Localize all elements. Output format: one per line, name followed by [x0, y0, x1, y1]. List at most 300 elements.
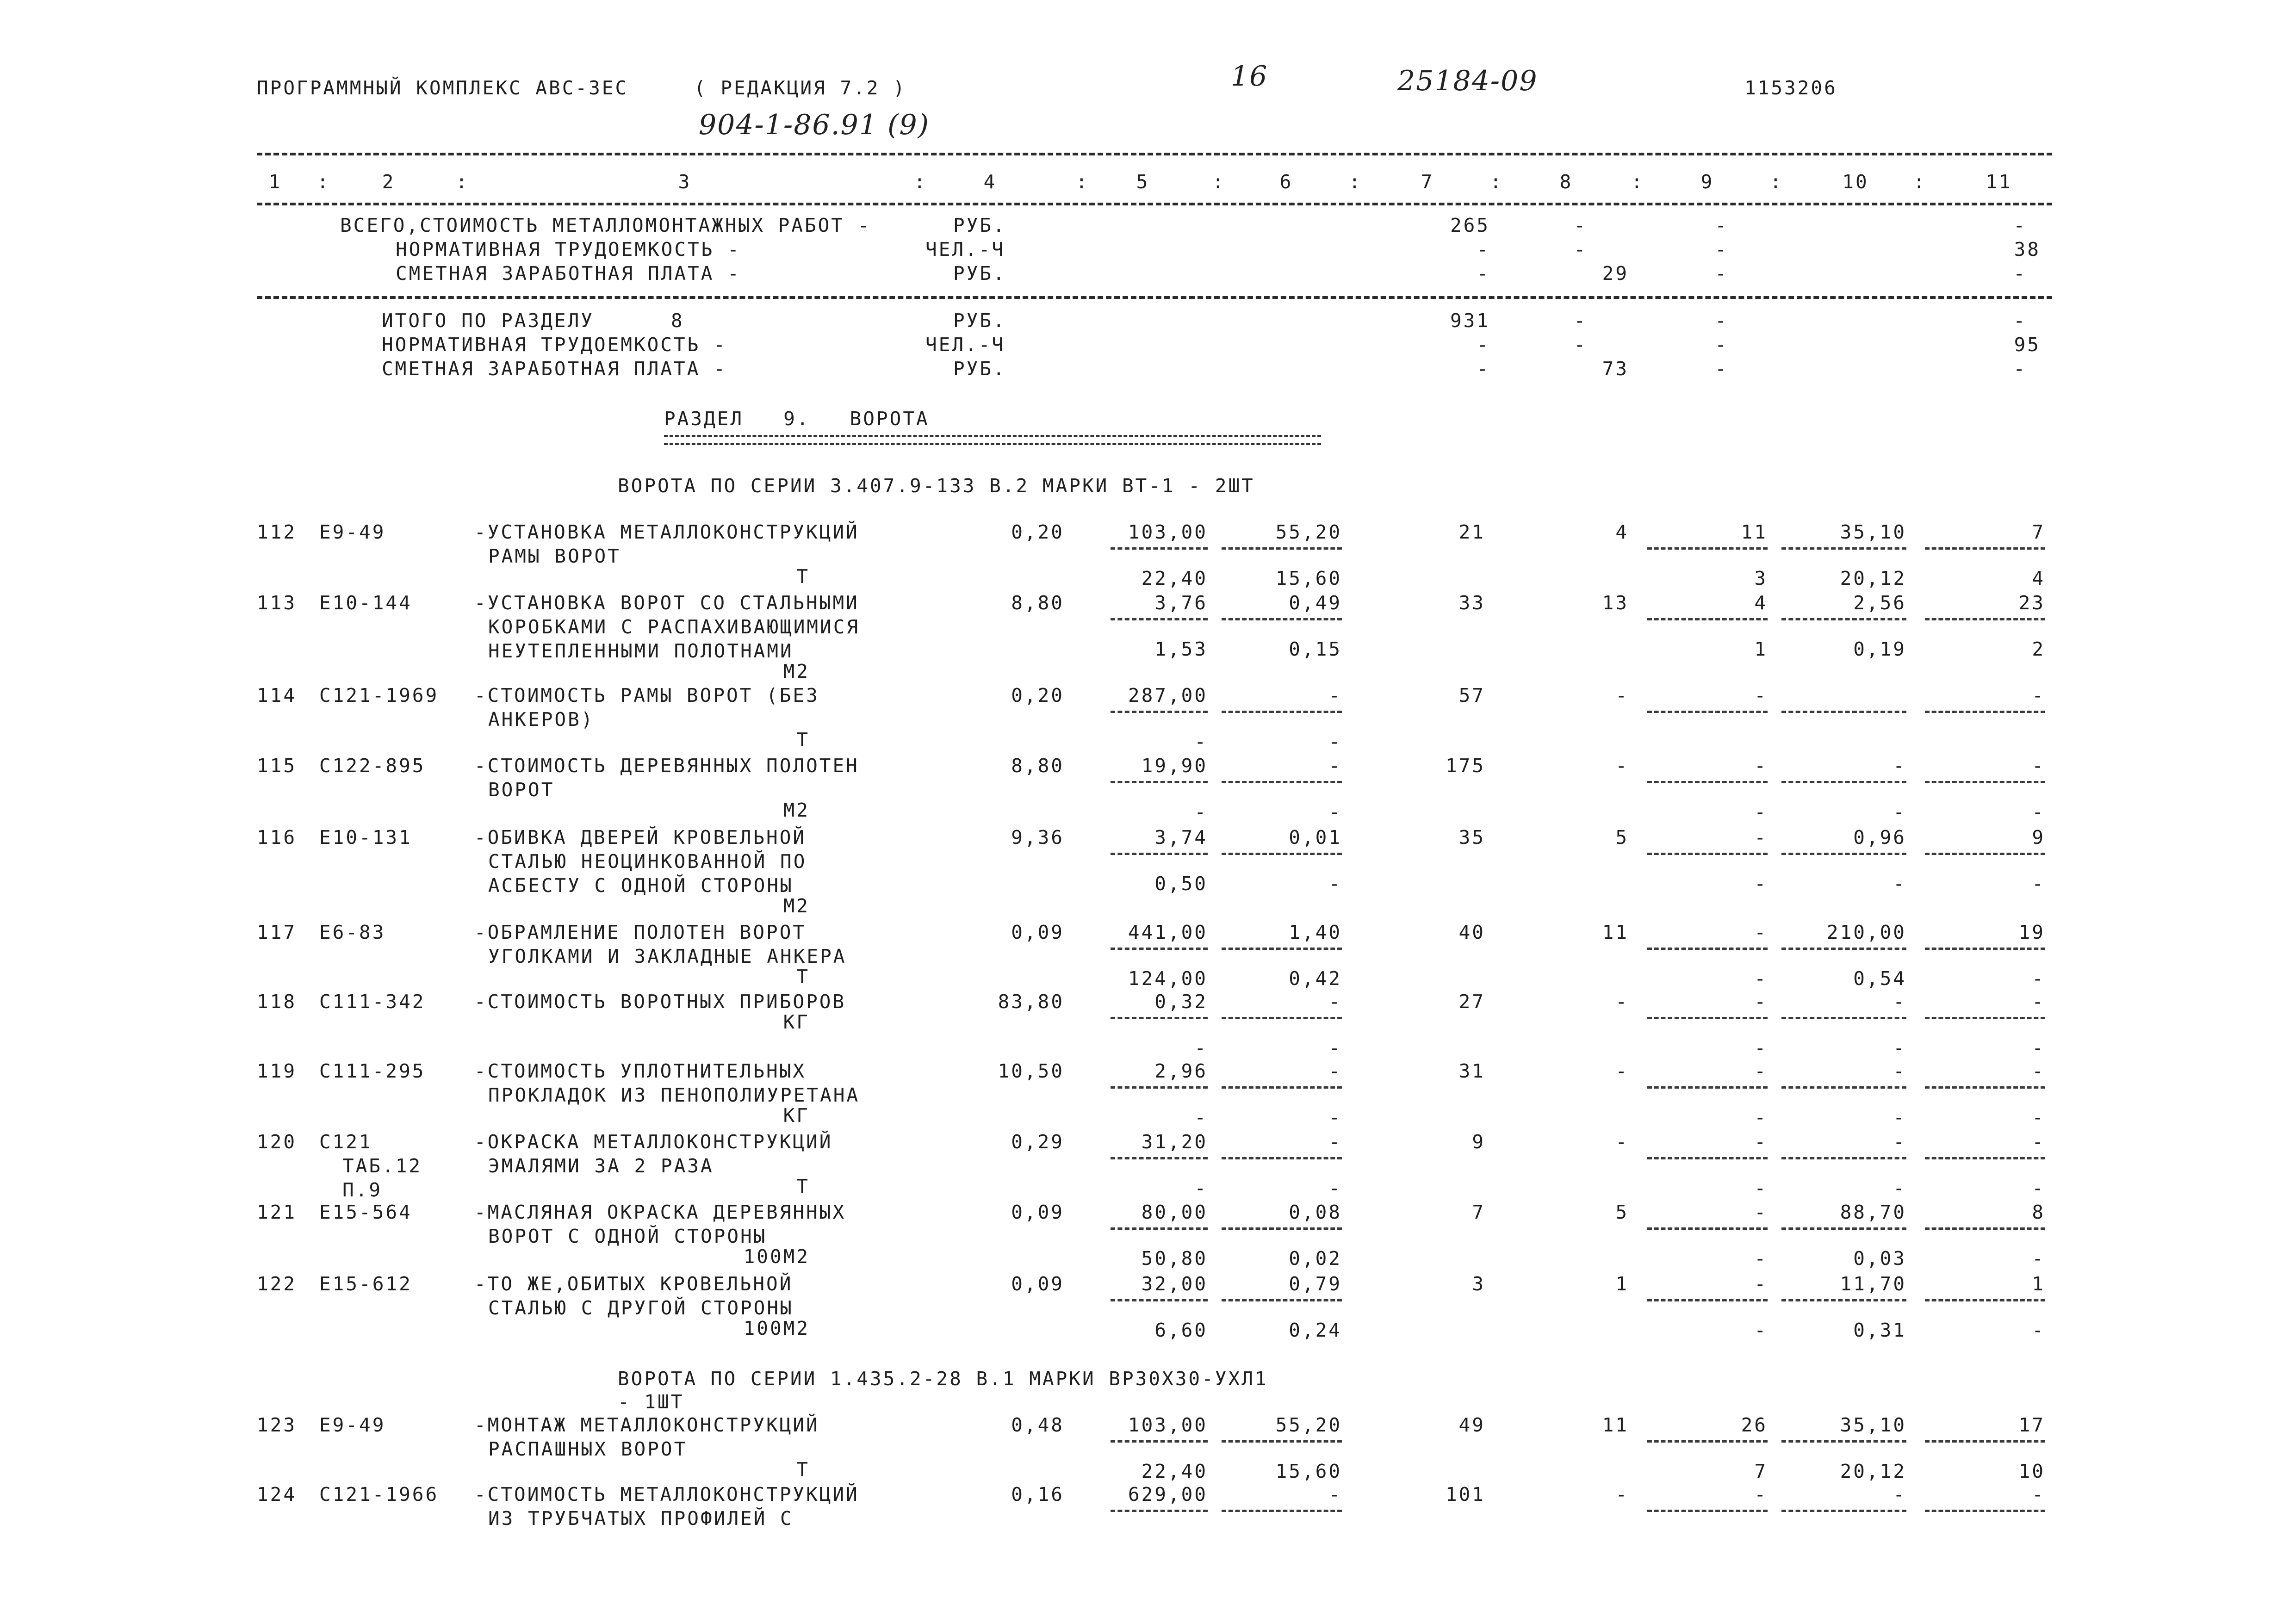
item-c8: -	[1615, 1060, 1629, 1082]
item-c5: 441,00	[1128, 921, 1208, 943]
col-4: 4	[983, 171, 997, 193]
item-description: -ОКРАСКА МЕТАЛЛОКОНСТРУКЦИЙ	[474, 1131, 833, 1153]
item-c5: 31,20	[1141, 1131, 1208, 1153]
item-qty: 8,80	[1011, 755, 1064, 777]
item-unit: Т	[796, 565, 810, 588]
item-c10: -	[1893, 1131, 1906, 1153]
item-c11-secondary: -	[2032, 873, 2045, 895]
item-unit: КГ	[783, 1104, 810, 1127]
summary-unit: РУБ.	[953, 214, 1006, 236]
item-description: СТАЛЬЮ НЕОЦИНКОВАННОЙ ПО	[488, 850, 807, 873]
item-qty: 0,09	[1011, 1201, 1064, 1223]
item-description: -МОНТАЖ МЕТАЛЛОКОНСТРУКЦИЙ	[474, 1414, 819, 1436]
value-rule	[1925, 547, 2045, 550]
item-description: ЭМАЛЯМИ ЗА 2 РАЗА	[488, 1155, 714, 1177]
item-qty: 0,09	[1011, 921, 1064, 943]
item-c8: 13	[1602, 592, 1629, 614]
value-rule	[1111, 711, 1208, 713]
item-unit: М2	[783, 895, 810, 917]
value-rule	[1781, 781, 1906, 783]
item-description: -МАСЛЯНАЯ ОКРАСКА ДЕРЕВЯННЫХ	[474, 1201, 846, 1223]
item-code: Е6-83	[319, 921, 386, 943]
item-c5-secondary: 22,40	[1141, 1460, 1208, 1482]
item-c6-secondary: -	[1328, 731, 1342, 753]
summary-label: НОРМАТИВНАЯ ТРУДОЕМКОСТЬ -	[396, 238, 741, 260]
value-rule	[1647, 1299, 1768, 1301]
item-c6-secondary: 0,15	[1289, 638, 1342, 660]
value-rule	[1222, 781, 1342, 783]
item-c5: 32,00	[1141, 1273, 1208, 1295]
item-c6: -	[1328, 1483, 1342, 1505]
summary-c9: -	[1715, 214, 1728, 236]
value-rule	[1781, 1440, 1906, 1443]
summary-c8: -	[1574, 310, 1587, 332]
item-c5-secondary: -	[1194, 731, 1208, 753]
value-rule	[1781, 547, 1906, 550]
item-c8: 11	[1602, 1414, 1629, 1436]
section-subtitle-count: - 1ШТ	[618, 1391, 684, 1413]
item-c11: -	[2032, 755, 2045, 777]
item-c9-secondary: 1	[1754, 638, 1768, 660]
item-c5: 103,00	[1128, 1414, 1208, 1436]
value-rule	[1647, 1157, 1768, 1159]
value-rule	[1925, 618, 2045, 620]
item-c11-secondary: -	[2032, 1106, 2045, 1128]
summary-c7: -	[1477, 262, 1490, 285]
section-title: РАЗДЕЛ 9. ВОРОТА	[664, 408, 930, 430]
summary-unit: РУБ.	[953, 358, 1006, 380]
summary-c11: 38	[2014, 238, 2041, 260]
item-c7: 21	[1458, 521, 1485, 543]
value-rule	[1781, 948, 1906, 950]
item-c9: -	[1754, 1131, 1768, 1153]
value-rule	[1647, 547, 1768, 550]
item-c10-secondary: -	[1893, 1177, 1906, 1199]
item-c9-secondary: -	[1754, 1037, 1768, 1059]
item-description: -СТОИМОСТЬ ДЕРЕВЯННЫХ ПОЛОТЕН	[474, 755, 859, 777]
value-rule	[1222, 1299, 1342, 1301]
item-c9: -	[1754, 826, 1768, 849]
item-number: 112	[257, 521, 297, 543]
value-rule	[1111, 1086, 1208, 1089]
summary-c7: 931	[1450, 310, 1490, 332]
item-c5: 287,00	[1128, 684, 1208, 706]
value-rule	[1222, 1227, 1342, 1230]
value-rule	[1925, 1157, 2045, 1159]
item-c9: -	[1754, 1201, 1768, 1223]
item-c10-secondary: -	[1893, 1037, 1906, 1059]
value-rule	[1781, 711, 1906, 713]
item-c11: 23	[2018, 592, 2045, 614]
item-c10: -	[1893, 1060, 1906, 1082]
col-3: 3	[678, 171, 692, 193]
item-unit: Т	[796, 729, 810, 751]
item-c10-secondary: 0,31	[1853, 1319, 1906, 1341]
item-description: -ОБИВКА ДВЕРЕЙ КРОВЕЛЬНОЙ	[474, 826, 807, 849]
item-c10: 0,96	[1853, 826, 1906, 849]
item-c5-secondary: -	[1194, 801, 1208, 823]
section-subtitle: ВОРОТА ПО СЕРИИ 1.435.2-28 В.1 МАРКИ ВР30Х30-УХЛ1	[618, 1368, 1268, 1390]
value-rule	[1781, 1227, 1906, 1230]
value-rule	[1222, 853, 1342, 855]
item-c5-secondary: 6,60	[1154, 1319, 1208, 1341]
item-description: НЕУТЕПЛЕННЫМИ ПОЛОТНАМИ	[488, 640, 794, 662]
item-c6: 0,49	[1289, 592, 1342, 614]
value-rule	[1647, 1017, 1768, 1019]
summary-unit: ЧЕЛ.-Ч	[925, 334, 1005, 356]
item-c6: 55,20	[1275, 521, 1342, 543]
item-c7: 3	[1472, 1273, 1485, 1295]
item-c9-secondary: -	[1754, 873, 1768, 895]
item-qty: 0,20	[1011, 684, 1064, 706]
value-rule	[1781, 1157, 1906, 1159]
value-rule	[1925, 781, 2045, 783]
item-c5: 2,96	[1154, 1060, 1208, 1082]
item-c6: 55,20	[1275, 1414, 1342, 1436]
section-subtitle: ВОРОТА ПО СЕРИИ 3.407.9-133 В.2 МАРКИ ВТ-1 - 2ШТ	[618, 475, 1255, 497]
summary-unit: РУБ.	[953, 262, 1006, 285]
item-c6: -	[1328, 684, 1342, 706]
item-c11: 7	[2032, 521, 2045, 543]
col-sep: :	[1076, 171, 1089, 193]
item-number: 118	[257, 991, 297, 1013]
item-c6-secondary: 0,02	[1289, 1247, 1342, 1270]
item-description: КОРОБКАМИ С РАСПАХИВАЮЩИМИСЯ	[488, 616, 860, 638]
column-rule	[257, 203, 2052, 205]
item-qty: 0,09	[1011, 1273, 1064, 1295]
summary-c7: -	[1477, 238, 1490, 260]
item-c5: 3,76	[1154, 592, 1208, 614]
value-rule	[1222, 948, 1342, 950]
item-description: АСБЕСТУ С ОДНОЙ СТОРОНЫ	[488, 874, 794, 897]
item-description: -СТОИМОСТЬ МЕТАЛЛОКОНСТРУКЦИЙ	[474, 1483, 859, 1505]
project-code: 904-1-86.91 (9)	[699, 109, 930, 141]
value-rule	[1781, 1299, 1906, 1301]
item-c10: 11,70	[1840, 1273, 1906, 1295]
item-code: Е15-612	[319, 1273, 412, 1295]
value-rule	[1111, 948, 1208, 950]
item-number: 115	[257, 755, 297, 777]
item-c8: -	[1615, 1483, 1629, 1505]
summary-c9: -	[1715, 310, 1728, 332]
item-c7: 35	[1458, 826, 1485, 849]
item-c7: 49	[1458, 1414, 1485, 1436]
item-c9: 11	[1741, 521, 1768, 543]
value-rule	[1222, 711, 1342, 713]
item-c6-secondary: 0,42	[1289, 967, 1342, 990]
item-description: ИЗ ТРУБЧАТЫХ ПРОФИЛЕЙ С	[488, 1507, 794, 1530]
col-8: 8	[1559, 171, 1573, 193]
value-rule	[1222, 1510, 1342, 1512]
value-rule	[1781, 618, 1906, 620]
summary-c8: 29	[1602, 262, 1629, 285]
item-code: С121-1969	[319, 684, 439, 706]
item-c5-secondary: 22,40	[1141, 567, 1208, 589]
value-rule	[1111, 1227, 1208, 1230]
item-c5-secondary: 50,80	[1141, 1247, 1208, 1270]
item-c9: -	[1754, 684, 1768, 706]
item-c11-secondary: -	[2032, 1319, 2045, 1341]
col-sep: :	[914, 171, 927, 193]
item-c9-secondary: -	[1754, 801, 1768, 823]
value-rule	[1222, 1017, 1342, 1019]
item-qty: 8,80	[1011, 592, 1064, 614]
item-c11: -	[2032, 1483, 2045, 1505]
item-qty: 0,48	[1011, 1414, 1064, 1436]
item-c6: -	[1328, 991, 1342, 1013]
item-description: ВОРОТ С ОДНОЙ СТОРОНЫ	[488, 1225, 767, 1247]
item-c7: 57	[1458, 684, 1485, 706]
item-c8: -	[1615, 991, 1629, 1013]
item-c6: -	[1328, 755, 1342, 777]
item-description: ВОРОТ	[488, 779, 555, 801]
summary-label: СМЕТНАЯ ЗАРАБОТНАЯ ПЛАТА -	[382, 358, 727, 380]
value-rule	[1925, 1510, 2045, 1512]
item-code: С111-295	[319, 1060, 426, 1082]
item-c6: 0,79	[1289, 1273, 1342, 1295]
item-c7: 27	[1458, 991, 1485, 1013]
summary-c11: -	[2013, 358, 2027, 380]
item-c7: 33	[1458, 592, 1485, 614]
item-c9-secondary: -	[1754, 1106, 1768, 1128]
item-number: 120	[257, 1131, 297, 1153]
value-rule	[1925, 1086, 2045, 1089]
item-c8: 5	[1615, 826, 1629, 849]
value-rule	[1781, 1510, 1906, 1512]
col-sep: :	[1770, 171, 1783, 193]
item-c5-secondary: -	[1194, 1037, 1208, 1059]
item-c11: -	[2032, 991, 2045, 1013]
summary-c8: 73	[1602, 358, 1629, 380]
item-c9-secondary: -	[1754, 1247, 1768, 1270]
item-c7: 40	[1458, 921, 1485, 943]
item-c10-secondary: -	[1893, 873, 1906, 895]
value-rule	[1647, 618, 1768, 620]
item-c11: 17	[2018, 1414, 2045, 1436]
summary-rule	[257, 296, 2052, 299]
item-c6-secondary: 15,60	[1275, 567, 1342, 589]
col-sep: :	[1349, 171, 1362, 193]
value-rule	[1111, 547, 1208, 550]
item-c9: 4	[1754, 592, 1768, 614]
item-c11: -	[2032, 684, 2045, 706]
item-code: С121	[319, 1131, 372, 1153]
item-c9: -	[1754, 1483, 1768, 1505]
item-c6: -	[1328, 1131, 1342, 1153]
item-description: УГОЛКАМИ И ЗАКЛАДНЫЕ АНКЕРА	[488, 945, 847, 967]
item-qty: 0,16	[1011, 1483, 1064, 1505]
item-c5: 3,74	[1154, 826, 1208, 849]
value-rule	[1111, 618, 1208, 620]
item-number: 123	[257, 1414, 297, 1436]
item-c9: -	[1754, 755, 1768, 777]
item-c9-secondary: 7	[1754, 1460, 1768, 1482]
value-rule	[1222, 547, 1342, 550]
item-description: -УСТАНОВКА ВОРОТ СО СТАЛЬНЫМИ	[474, 592, 859, 614]
item-c6-secondary: -	[1328, 873, 1342, 895]
col-sep: :	[317, 171, 330, 193]
item-c10-secondary: 20,12	[1840, 1460, 1906, 1482]
summary-c9: -	[1715, 334, 1728, 356]
summary-c9: -	[1715, 358, 1728, 380]
item-code: Е10-144	[319, 592, 412, 614]
item-c8: -	[1615, 755, 1629, 777]
item-number: 117	[257, 921, 297, 943]
summary-unit: ЧЕЛ.-Ч	[925, 238, 1005, 260]
col-2: 2	[382, 171, 396, 193]
item-description: ПРОКЛАДОК ИЗ ПЕНОПОЛИУРЕТАНА	[488, 1084, 860, 1106]
item-c9-secondary: 3	[1754, 567, 1768, 589]
item-c5: 103,00	[1128, 521, 1208, 543]
item-c8: 1	[1615, 1273, 1629, 1295]
item-c5-secondary: -	[1194, 1106, 1208, 1128]
summary-label: ИТОГО ПО РАЗДЕЛУ	[382, 310, 594, 332]
item-unit: 100М2	[743, 1317, 810, 1339]
item-code: Е9-49	[319, 1414, 386, 1436]
item-c10: 210,00	[1826, 921, 1906, 943]
item-c11: -	[2032, 1060, 2045, 1082]
item-c10-secondary: 20,12	[1840, 567, 1906, 589]
item-c5-secondary: 1,53	[1154, 638, 1208, 660]
item-c7: 175	[1445, 755, 1485, 777]
item-c7: 9	[1472, 1131, 1485, 1153]
item-description: АНКЕРОВ)	[488, 708, 595, 731]
item-c8: -	[1615, 684, 1629, 706]
value-rule	[1647, 853, 1768, 855]
item-c6-secondary: -	[1328, 1106, 1342, 1128]
value-rule	[1925, 1017, 2045, 1019]
summary-c7: -	[1477, 334, 1490, 356]
item-c7: 31	[1458, 1060, 1485, 1082]
item-c5: 80,00	[1141, 1201, 1208, 1223]
item-c11: -	[2032, 1131, 2045, 1153]
value-rule	[1647, 1086, 1768, 1089]
col-10: 10	[1842, 171, 1869, 193]
value-rule	[1925, 853, 2045, 855]
item-unit: М2	[783, 660, 810, 682]
value-rule	[1111, 781, 1208, 783]
item-description: РАМЫ ВОРОТ	[488, 545, 621, 567]
item-c9-secondary: -	[1754, 1319, 1768, 1341]
item-c10-secondary: 0,19	[1853, 638, 1906, 660]
item-number: 122	[257, 1273, 297, 1295]
col-5: 5	[1136, 171, 1150, 193]
item-unit: М2	[783, 799, 810, 821]
col-sep: :	[1490, 171, 1503, 193]
doc-number: 1153206	[1744, 77, 1837, 99]
col-sep: :	[1913, 171, 1927, 193]
col-7: 7	[1421, 171, 1434, 193]
item-unit: Т	[796, 966, 810, 988]
value-rule	[1925, 1227, 2045, 1230]
value-rule	[1647, 948, 1768, 950]
item-c5: 629,00	[1128, 1483, 1208, 1505]
item-code: С111-342	[319, 991, 426, 1013]
col-9: 9	[1700, 171, 1714, 193]
summary-label: СМЕТНАЯ ЗАРАБОТНАЯ ПЛАТА -	[396, 262, 741, 285]
value-rule	[1111, 1017, 1208, 1019]
item-c11-secondary: 10	[2018, 1460, 2045, 1482]
item-description: -УСТАНОВКА МЕТАЛЛОКОНСТРУКЦИЙ	[474, 521, 859, 543]
item-code: С122-895	[319, 755, 426, 777]
item-c8: 11	[1602, 921, 1629, 943]
item-c8: 5	[1615, 1201, 1629, 1223]
summary-c11: -	[2013, 262, 2027, 285]
item-qty: 0,29	[1011, 1131, 1064, 1153]
item-code: С121-1966	[319, 1483, 439, 1505]
item-number: 121	[257, 1201, 297, 1223]
item-c9: -	[1754, 921, 1768, 943]
program-title: ПРОГРАММНЫЙ КОМПЛЕКС АВС-3ЕС	[257, 77, 629, 99]
item-c6-secondary: 0,24	[1289, 1319, 1342, 1341]
item-c11-secondary: -	[2032, 1247, 2045, 1270]
item-c5: 19,90	[1141, 755, 1208, 777]
item-unit: 100М2	[743, 1245, 810, 1268]
summary-c7: -	[1477, 358, 1490, 380]
item-c10: 35,10	[1840, 521, 1906, 543]
doc-code: 25184-09	[1397, 65, 1538, 97]
item-description: СТАЛЬЮ С ДРУГОЙ СТОРОНЫ	[488, 1297, 794, 1319]
item-c11-secondary: -	[2032, 1037, 2045, 1059]
item-c10-secondary: -	[1893, 801, 1906, 823]
item-description: -ОБРАМЛЕНИЕ ПОЛОТЕН ВОРОТ	[474, 921, 807, 943]
item-unit: КГ	[783, 1011, 810, 1033]
value-rule	[1222, 1086, 1342, 1089]
value-rule	[1781, 1086, 1906, 1089]
value-rule	[1925, 711, 2045, 713]
value-rule	[1222, 1440, 1342, 1443]
edition-label: ( РЕДАКЦИЯ 7.2 )	[694, 77, 906, 99]
item-c9: -	[1754, 991, 1768, 1013]
summary-c11: -	[2013, 310, 2027, 332]
item-c6-secondary: -	[1328, 1177, 1342, 1199]
item-c10: 2,56	[1853, 592, 1906, 614]
item-code-line: ТАБ.12	[342, 1155, 422, 1177]
item-c6: -	[1328, 1060, 1342, 1082]
item-qty: 0,20	[1011, 521, 1064, 543]
value-rule	[1111, 1299, 1208, 1301]
item-description: -СТОИМОСТЬ ВОРОТНЫХ ПРИБОРОВ	[474, 991, 846, 1013]
summary-c8: -	[1574, 214, 1587, 236]
item-c9: -	[1754, 1060, 1768, 1082]
item-qty: 83,80	[998, 991, 1064, 1013]
item-c11: 1	[2032, 1273, 2045, 1295]
summary-label: ВСЕГО,СТОИМОСТЬ МЕТАЛЛОМОНТАЖНЫХ РАБОТ -	[340, 214, 871, 236]
summary-c7: 265	[1450, 214, 1490, 236]
item-c8: 4	[1615, 521, 1629, 543]
item-unit: Т	[796, 1458, 810, 1481]
item-number: 124	[257, 1483, 297, 1505]
item-c6: 0,01	[1289, 826, 1342, 849]
col-sep: :	[1631, 171, 1644, 193]
summary-c11: -	[2013, 214, 2027, 236]
col-sep: :	[456, 171, 469, 193]
item-c11: 8	[2032, 1201, 2045, 1223]
summary-c11: 95	[2014, 334, 2041, 356]
value-rule	[1647, 1227, 1768, 1230]
item-c5-secondary: -	[1194, 1177, 1208, 1199]
item-c10: -	[1893, 1483, 1906, 1505]
value-rule	[1647, 1440, 1768, 1443]
item-c10-secondary: -	[1893, 1106, 1906, 1128]
item-unit: Т	[796, 1175, 810, 1197]
col-1: 1	[268, 171, 282, 193]
item-c7: 101	[1445, 1483, 1485, 1505]
item-code: Е10-131	[319, 826, 412, 849]
item-c11: 9	[2032, 826, 2045, 849]
item-c11-secondary: -	[2032, 801, 2045, 823]
item-c10-secondary: 0,03	[1853, 1247, 1906, 1270]
